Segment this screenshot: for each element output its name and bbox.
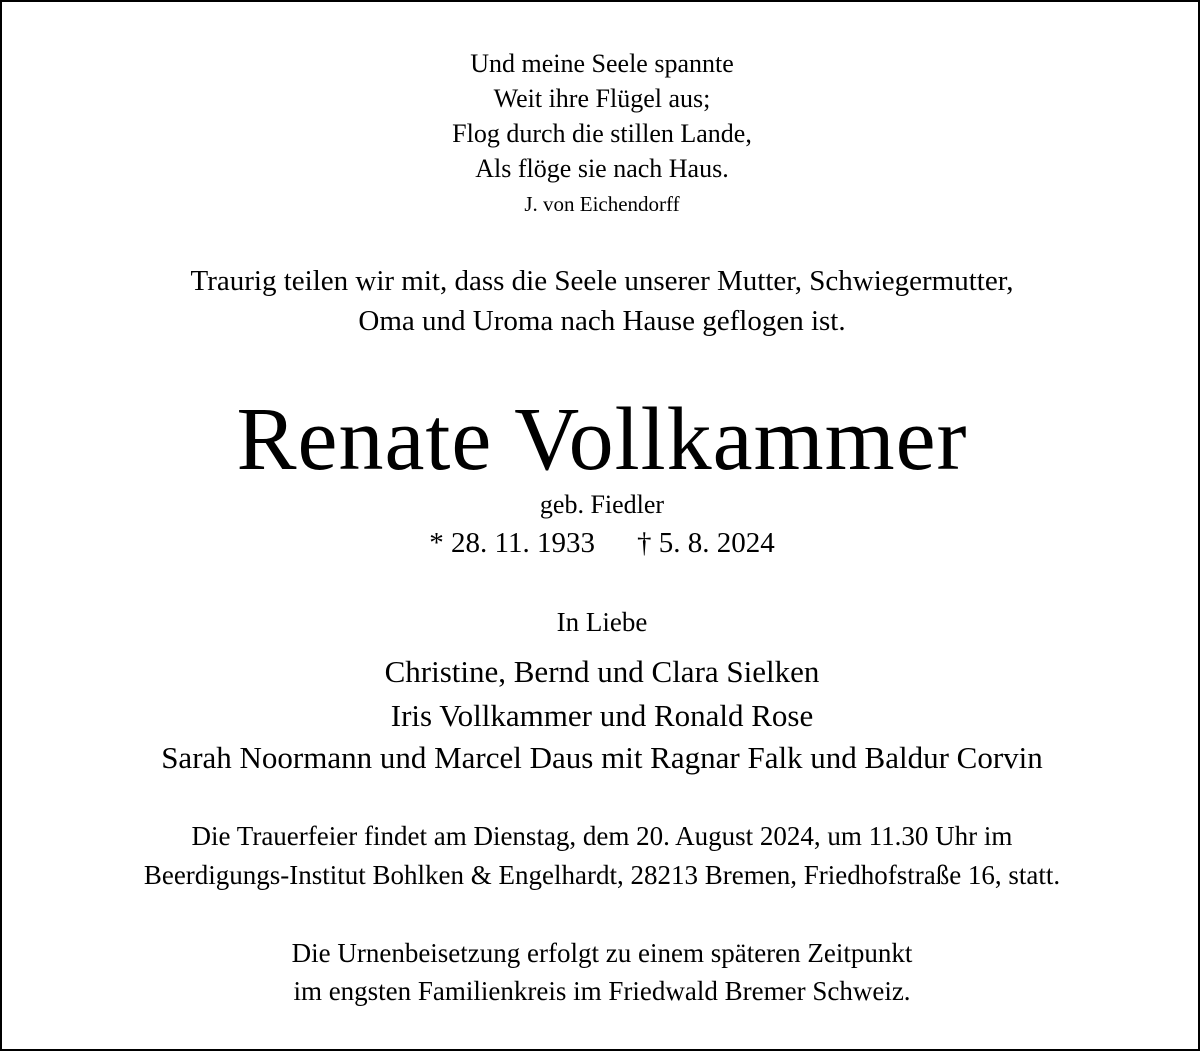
mourner-line: Sarah Noormann und Marcel Daus mit Ragnar Falk und Baldur Corvin	[161, 740, 1043, 775]
deceased-name: Renate Vollkammer	[236, 390, 968, 489]
funeral-line: Die Trauerfeier findet am Dienstag, dem 20. August 2024, um 11.30 Uhr im	[191, 821, 1013, 851]
poem-line: Und meine Seele spannte	[470, 49, 734, 78]
death-date: † 5. 8. 2024	[636, 527, 775, 559]
poem-line: Weit ihre Flügel aus;	[493, 84, 711, 113]
life-dates	[2, 529, 1200, 558]
poem-line: Als flöge sie nach Haus.	[475, 154, 729, 183]
burial-line: Die Urnenbeisetzung erfolgt zu einem späteren Zeitpunkt	[291, 938, 913, 968]
mourner-line: Christine, Bernd und Clara Sielken	[384, 654, 820, 689]
burial-line: im engsten Familienkreis im Friedwald Bremer Schweiz.	[293, 976, 911, 1006]
poem-line: Flog durch die stillen Lande,	[452, 119, 752, 148]
funeral-line: Beerdigungs-Institut Bohlken & Engelhardt, 28213 Bremen, Friedhofstraße 16, statt.	[143, 860, 1061, 890]
poem-author: J. von Eichendorff	[524, 192, 680, 216]
mourners-heading: In Liebe	[556, 607, 648, 637]
mourner-line: Iris Vollkammer und Ronald Rose	[390, 698, 814, 733]
intro-line: Oma und Uroma nach Hause geflogen ist.	[358, 305, 846, 337]
birth-date: * 28. 11. 1933	[429, 527, 595, 559]
birth-name: geb. Fiedler	[539, 490, 665, 519]
intro-line: Traurig teilen wir mit, dass die Seele unserer Mutter, Schwiegermutter,	[190, 265, 1014, 297]
